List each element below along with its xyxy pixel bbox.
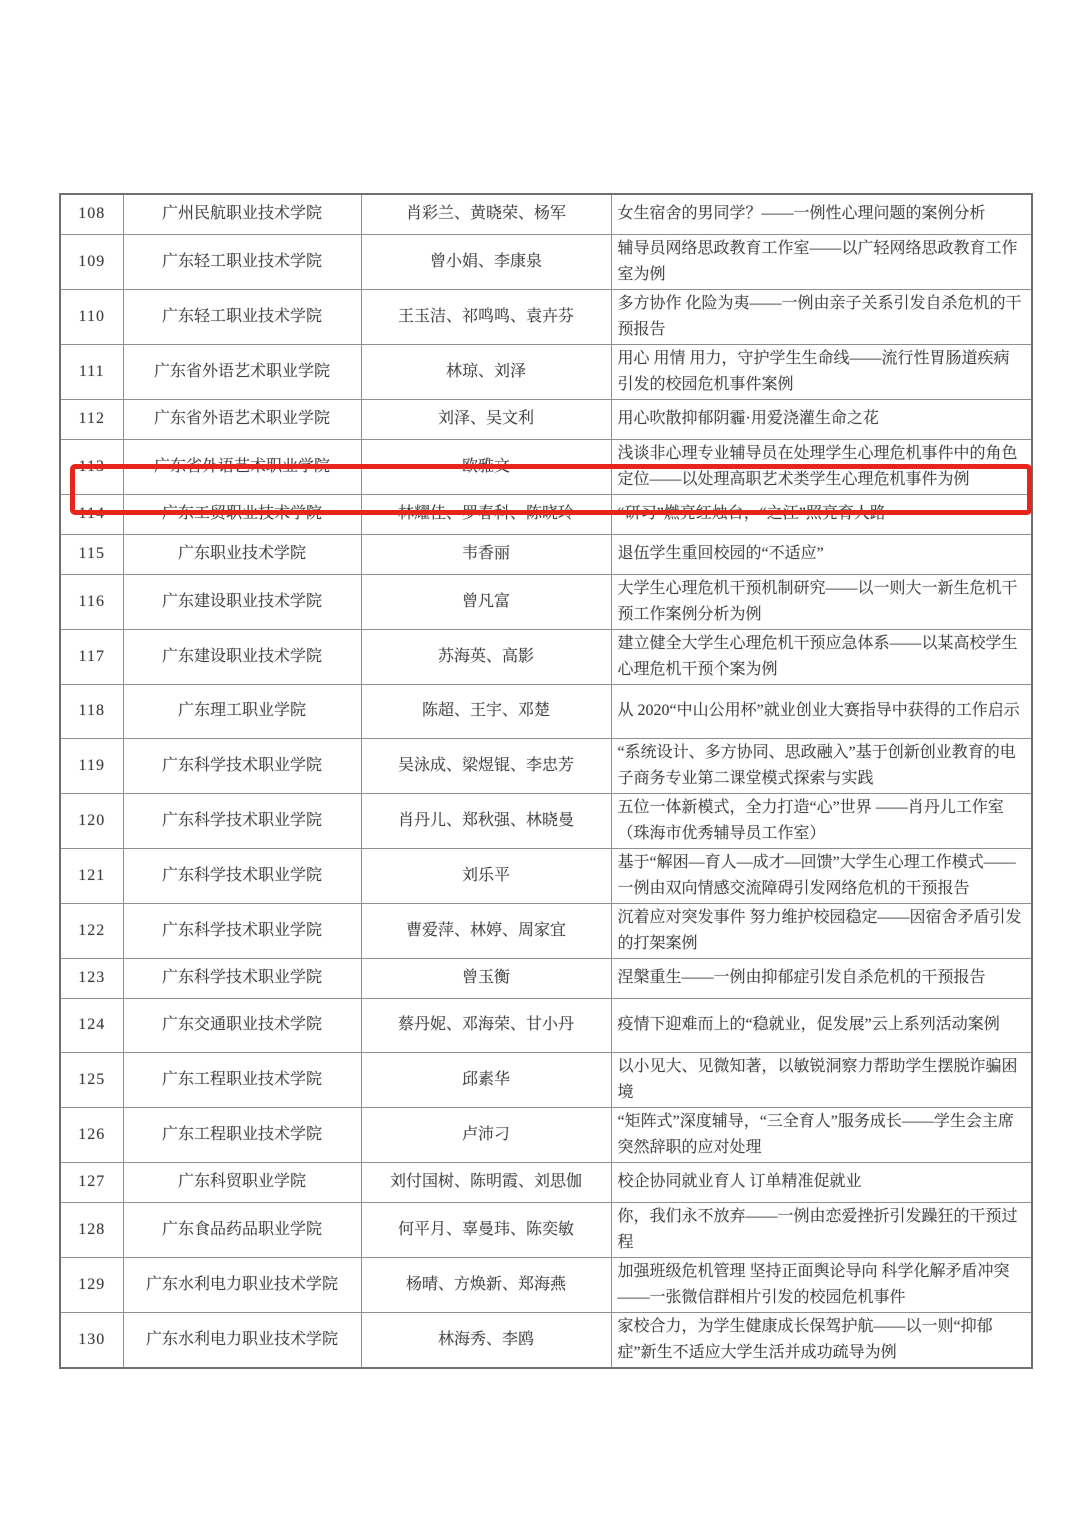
row-school: 广东科学技术职业学院 [123,903,361,958]
row-number: 125 [60,1052,123,1107]
row-number: 116 [60,574,123,629]
row-school: 广东水利电力职业技术学院 [123,1257,361,1312]
row-number: 126 [60,1107,123,1162]
row-number: 108 [60,194,123,234]
row-authors: 肖丹儿、郑秋强、林晓曼 [361,793,611,848]
row-title: 辅导员网络思政教育工作室——以广轻网络思政教育工作室为例 [611,234,1032,289]
row-title: 用心吹散抑郁阴霾·用爱浇灌生命之花 [611,399,1032,439]
table-row [60,1257,1032,1312]
row-authors: 林耀佳、罗春科、陈晓玲 [361,494,611,534]
table-row [60,793,1032,848]
row-authors: 韦香丽 [361,534,611,574]
row-number: 120 [60,793,123,848]
row-title: “系统设计、多方协同、思政融入”基于创新创业教育的电子商务专业第二课堂模式探索与实践 [611,738,1032,793]
row-authors: 刘泽、吴文利 [361,399,611,439]
row-authors: 吴泳成、梁煜锟、李忠芳 [361,738,611,793]
table-row [60,848,1032,903]
table-row [60,194,1032,234]
row-authors: 杨晴、方焕新、郑海燕 [361,1257,611,1312]
table-row [60,998,1032,1052]
row-authors: 蔡丹妮、邓海荣、甘小丹 [361,998,611,1052]
row-school: 广东建设职业技术学院 [123,629,361,684]
row-authors: 陈超、王宇、邓楚 [361,684,611,738]
row-authors: 曾小娟、李康泉 [361,234,611,289]
row-title: 从 2020“中山公用杯”就业创业大赛指导中获得的工作启示 [611,684,1032,738]
row-authors: 刘乐平 [361,848,611,903]
row-number: 117 [60,629,123,684]
row-school: 广东交通职业技术学院 [123,998,361,1052]
table-row [60,738,1032,793]
row-authors: 邱素华 [361,1052,611,1107]
row-school: 广东科学技术职业学院 [123,738,361,793]
row-authors: 曹爱萍、林婷、周家宜 [361,903,611,958]
awards-table [59,193,1033,1369]
row-school: 广东科学技术职业学院 [123,848,361,903]
row-school: 广东省外语艺术职业学院 [123,439,361,494]
row-title: “研习”燃亮红烛台，“之江”照亮育人路 [611,494,1032,534]
row-school: 广东理工职业学院 [123,684,361,738]
table-row [60,958,1032,998]
row-number: 111 [60,344,123,399]
row-school: 广东科贸职业学院 [123,1162,361,1202]
table-row [60,234,1032,289]
row-authors: 卢沛刁 [361,1107,611,1162]
row-number: 110 [60,289,123,344]
row-title: “矩阵式”深度辅导，“三全育人”服务成长——学生会主席突然辞职的应对处理 [611,1107,1032,1162]
table-row [60,439,1032,494]
row-number: 118 [60,684,123,738]
row-number: 122 [60,903,123,958]
row-title: 沉着应对突发事件 努力维护校园稳定——因宿舍矛盾引发的打架案例 [611,903,1032,958]
row-title: 大学生心理危机干预机制研究——以一则大一新生危机干预工作案例分析为例 [611,574,1032,629]
row-number: 128 [60,1202,123,1257]
row-title: 退伍学生重回校园的“不适应” [611,534,1032,574]
row-number: 119 [60,738,123,793]
row-school: 广东省外语艺术职业学院 [123,399,361,439]
table-row [60,344,1032,399]
row-authors: 何平月、辜曼玮、陈奕敏 [361,1202,611,1257]
table-row [60,534,1032,574]
table-row [60,684,1032,738]
row-authors: 林海秀、李鸥 [361,1312,611,1368]
row-number: 129 [60,1257,123,1312]
table-row [60,574,1032,629]
row-school: 广东轻工职业技术学院 [123,234,361,289]
row-title: 加强班级危机管理 坚持正面舆论导向 科学化解矛盾冲突——一张微信群相片引发的校园危机事件 [611,1257,1032,1312]
row-title: 基于“解困—育人—成才—回馈”大学生心理工作模式——一例由双向情感交流障碍引发网络危机的干预报告 [611,848,1032,903]
row-number: 113 [60,439,123,494]
row-school: 广东食品药品职业学院 [123,1202,361,1257]
row-number: 127 [60,1162,123,1202]
table-row [60,1107,1032,1162]
row-authors: 林琼、刘泽 [361,344,611,399]
row-school: 广东省外语艺术职业学院 [123,344,361,399]
row-title: 浅谈非心理专业辅导员在处理学生心理危机事件中的角色定位——以处理高职艺术类学生心理危机事件为例 [611,439,1032,494]
row-title: 你，我们永不放弃——一例由恋爱挫折引发躁狂的干预过程 [611,1202,1032,1257]
row-school: 广东轻工职业技术学院 [123,289,361,344]
row-authors: 王玉洁、祁鸣鸣、袁卉芬 [361,289,611,344]
row-title: 用心 用情 用力，守护学生生命线——流行性胃肠道疾病引发的校园危机事件案例 [611,344,1032,399]
table-row [60,494,1032,534]
table-row [60,1202,1032,1257]
row-number: 115 [60,534,123,574]
row-number: 130 [60,1312,123,1368]
row-authors: 刘付国树、陈明霞、刘思伽 [361,1162,611,1202]
table-row [60,1312,1032,1368]
row-authors: 曾凡富 [361,574,611,629]
row-school: 广东职业技术学院 [123,534,361,574]
table-row [60,1162,1032,1202]
row-number: 109 [60,234,123,289]
row-authors: 苏海英、高影 [361,629,611,684]
row-title: 校企协同就业育人 订单精准促就业 [611,1162,1032,1202]
row-title: 疫情下迎难而上的“稳就业，促发展”云上系列活动案例 [611,998,1032,1052]
table-row [60,1052,1032,1107]
row-school: 广东水利电力职业技术学院 [123,1312,361,1368]
table-row [60,289,1032,344]
row-number: 114 [60,494,123,534]
row-number: 112 [60,399,123,439]
row-school: 广东工程职业技术学院 [123,1107,361,1162]
row-title: 五位一体新模式，全力打造“心”世界 ——肖丹儿工作室（珠海市优秀辅导员工作室） [611,793,1032,848]
table-body [60,194,1032,1368]
row-title: 以小见大、见微知著，以敏锐洞察力帮助学生摆脱诈骗困境 [611,1052,1032,1107]
row-school: 广东工贸职业技术学院 [123,494,361,534]
row-title: 女生宿舍的男同学？——一例性心理问题的案例分析 [611,194,1032,234]
row-school: 广东科学技术职业学院 [123,793,361,848]
row-authors: 肖彩兰、黄晓荣、杨军 [361,194,611,234]
row-number: 121 [60,848,123,903]
row-school: 广东建设职业技术学院 [123,574,361,629]
row-school: 广东科学技术职业学院 [123,958,361,998]
row-title: 涅槃重生——一例由抑郁症引发自杀危机的干预报告 [611,958,1032,998]
row-title: 建立健全大学生心理危机干预应急体系——以某高校学生心理危机干预个案为例 [611,629,1032,684]
row-title: 多方协作 化险为夷——一例由亲子关系引发自杀危机的干预报告 [611,289,1032,344]
table-row [60,629,1032,684]
table-row [60,399,1032,439]
row-title: 家校合力，为学生健康成长保驾护航——以一则“抑郁症”新生不适应大学生活并成功疏导为例 [611,1312,1032,1368]
table-row [60,903,1032,958]
row-authors: 曾玉衡 [361,958,611,998]
row-number: 123 [60,958,123,998]
row-school: 广州民航职业技术学院 [123,194,361,234]
row-school: 广东工程职业技术学院 [123,1052,361,1107]
row-authors: 欧雅文 [361,439,611,494]
row-number: 124 [60,998,123,1052]
